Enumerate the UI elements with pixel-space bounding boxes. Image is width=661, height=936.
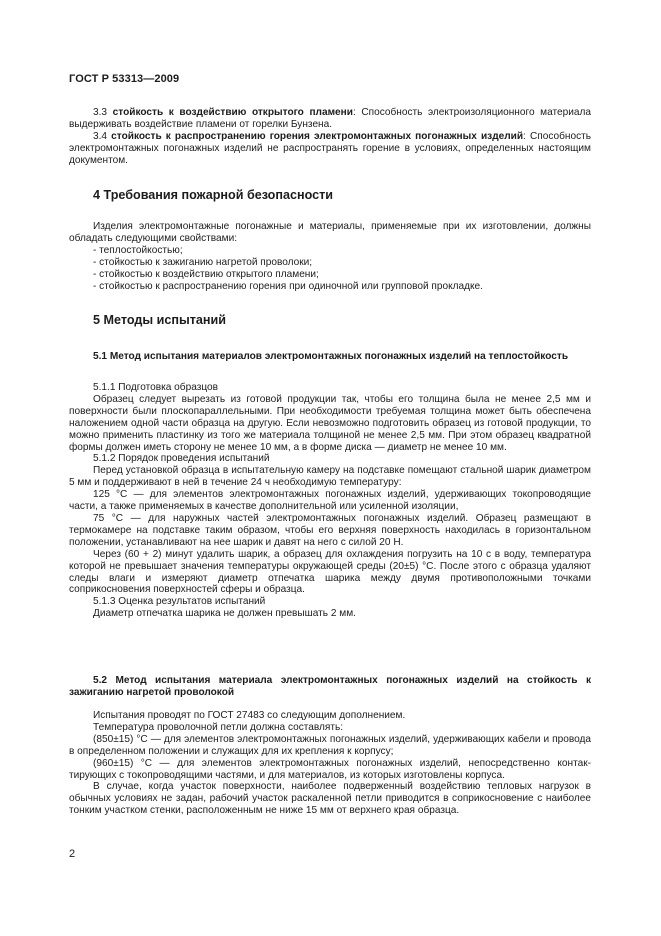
list-item: - стойкостью к воздействию открытого пламени; <box>93 268 319 280</box>
list-item: - стойкостью к зажиганию нагретой проволоки; <box>93 256 313 268</box>
definition-3-4 <box>69 131 591 167</box>
clause-5-1-2-paragraph: Через (60 + 2) минут удалить шарик, а образец для охлаждения погрузить на 10 с в воду, температура которой не превышает значения температуры окружающей среды (20±5) °С. После этого с образца удаляют следы влаги и измеряют диаметр отпечатка шарика между двумя противоположными точками соприкосновения поверхностей сферы и образца. <box>69 548 591 596</box>
subsection-5-1-heading: 5.1 Метод испытания материалов электромонтажных погонажных изделий на теплостойкость <box>93 351 569 362</box>
subsection-5-2-body <box>69 710 591 817</box>
clause-5-1-3-title: 5.1.3 Оценка результатов испытаний <box>93 596 266 608</box>
paragraph: Температура проволочной петли должна составлять: <box>93 721 344 733</box>
list-item: - стойкостью к распространению горения при одиночной или групповой прокладке. <box>93 280 483 292</box>
section-4-body <box>69 221 591 292</box>
clause-5-1-2-paragraph: 75 °С — для наружных частей электромонтажных погонажных изделий. Образец размещают в термокамере на подставке таким образом, чтобы его верхняя поверхность находилась в горизонтальном положении, устанавливают на нее шарик и давят на него с силой 20 Н. <box>69 512 591 548</box>
definition-term: стойкость к распространению горения электромонтажных погонажных изделий <box>111 130 524 142</box>
document-code: ГОСТ Р 53313—2009 <box>69 73 180 85</box>
clause-5-1-1-title: 5.1.1 Подготовка образцов <box>93 382 218 393</box>
definition-term: стойкость к воздействию открытого пламени <box>112 107 353 118</box>
clause-5-1-1-text: Образец следует вырезать из готовой продукции так, чтобы его толщина была не менее 2,5 мм и поверхности были плоскопараллельными. При необходимости требуемая толщина может быть обеспечена наложением одной части образца на другую. Если невозможно подготовить образец из готовой продукции, то можно применить пластинку из того же материала толщиной не менее 2,5 мм. При этом образец квадратной формы должен иметь сторону не менее 10 мм, а в форме диска — диаметр не менее 10 мм. <box>69 393 591 453</box>
list-item: - теплостойкостью; <box>93 244 183 256</box>
clause-5-1-2-paragraph: Перед установкой образца в испытательную камеру на подставке помещают стальной шарик диаметром 5 мм и поддерживают в ней в течение 24 ч необходимую температуру: <box>69 465 591 489</box>
paragraph: (960±15) °С — для элементов электромонтажных погонажных изделий, непосредственно контактирующих с токопроводящими частями, и для материалов, из которых изготовлены корпуса. <box>69 757 591 781</box>
definition-text: : Способность электроизоляционного материала выдерживать воздействие пламени от горелки Бунзена. <box>69 107 591 130</box>
paragraph: В случае, когда участок поверхности, наиболее подверженный воздействию тепловых нагрузок в обычных условиях не задан, рабочий участок раскаленной петли приводится в соприкосновение с наиболее тонким участком стенки, расположенным не ниже 15 мм от верхнего края образца. <box>69 781 591 817</box>
page-number: 2 <box>69 848 76 860</box>
subsection-5-2-heading: 5.2 Метод испытания материала электромонтажных погонажных изделий на стойкость к зажиганию нагретой проволокой <box>69 675 591 698</box>
definition-number: 3.3 <box>93 107 108 118</box>
paragraph: (850±15) °С — для элементов электромонтажных погонажных изделий, удерживающих кабели и провода в определенном положении и служащих для их крепления к корпусу; <box>69 733 591 757</box>
clause-5-1-2-title: 5.1.2 Порядок проведения испытаний <box>93 453 270 465</box>
clause-5-1-3-text: Диаметр отпечатка шарика не должен превышать 2 мм. <box>93 608 356 620</box>
definition-number: 3.4 <box>93 130 108 142</box>
definitions-block <box>69 107 591 167</box>
section-5-heading: 5 Методы испытаний <box>93 313 226 327</box>
paragraph: Испытания проводят по ГОСТ 27483 со следующим дополнением. <box>93 710 406 721</box>
section-4-heading: 4 Требования пожарной безопасности <box>93 188 334 202</box>
definition-text: : Способность электромонтажных погонажных изделий не распространять горение в условиях, определенных настоящим документом. <box>69 130 591 166</box>
clause-5-1-2-paragraph: 125 °С — для элементов электромонтажных погонажных изделий, удерживающих токопроводящие части, а также применяемых в качестве дополнительной или усиленной изоляции, <box>69 489 591 513</box>
section-4-intro: Изделия электромонтажные погонажные и материалы, применяемые при их изготовлении, должны обладать следующими свойствами: <box>69 221 591 244</box>
definition-3-3 <box>69 107 591 131</box>
subsection-5-1-body <box>69 382 591 620</box>
